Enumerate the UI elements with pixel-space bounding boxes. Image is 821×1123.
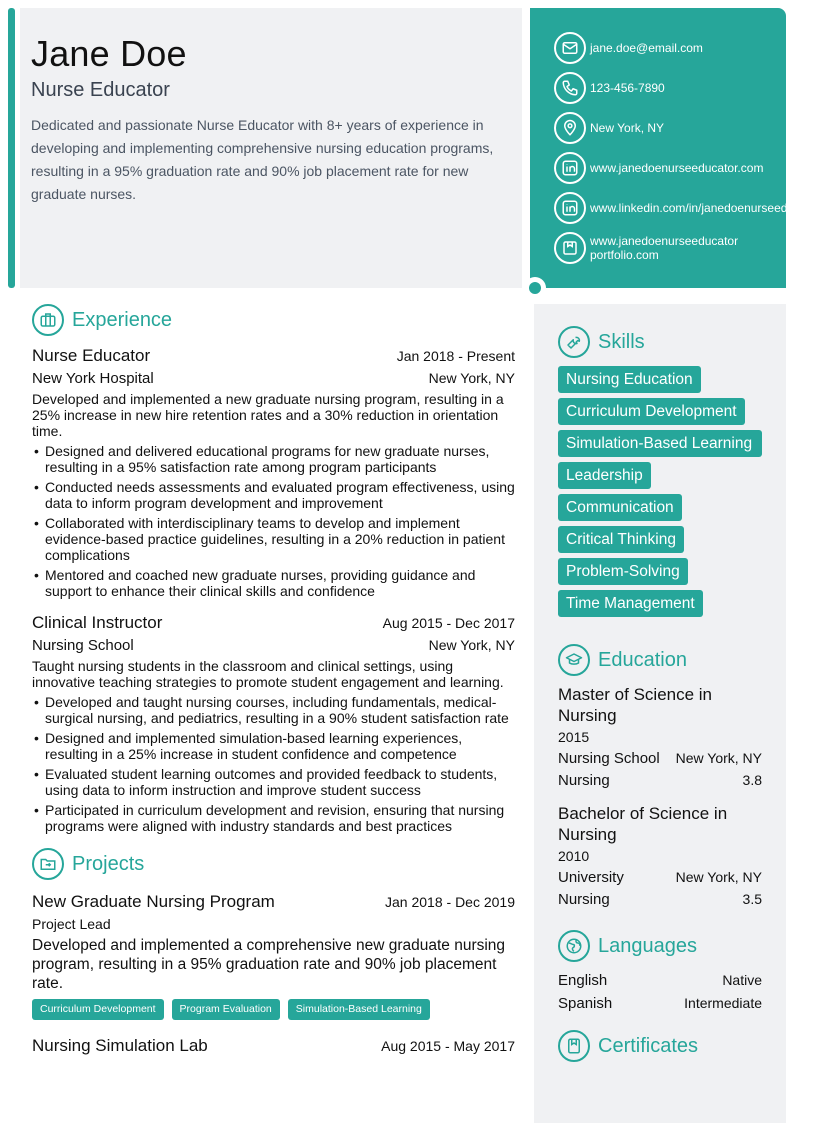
sidebar: [534, 304, 786, 1123]
mail-icon: [554, 32, 586, 64]
job-role: Nurse Educator: [32, 346, 151, 365]
edu-degree: Master of Science in Nursing: [558, 685, 713, 725]
location-text: New York, NY: [590, 121, 665, 135]
job-bullet: • Participated in curriculum development and revision, ensuring that nursing programs were aligned with industry standards and best practices: [32, 802, 515, 834]
job-bullet: • Mentored and coached new graduate nurses, providing guidance and support to enhance their clinical skills and confidence: [32, 567, 515, 599]
project-dates: Jan 2018 - Dec 2019: [385, 894, 515, 910]
language-name: Spanish: [558, 995, 613, 1012]
job-location: New York, NY: [428, 637, 515, 653]
project-dates: Aug 2015 - May 2017: [381, 1038, 515, 1054]
email-text: jane.doe@email.com: [590, 41, 703, 55]
portfolio-icon: [554, 232, 586, 264]
edu-field: Nursing: [558, 891, 610, 908]
project-title: Nursing Simulation Lab: [32, 1036, 208, 1055]
project-title: New Graduate Nursing Program: [32, 892, 275, 911]
language-row: [558, 995, 762, 1012]
wrench-icon: [558, 326, 590, 358]
job-entry: [32, 346, 515, 599]
edu-field: Nursing: [558, 772, 610, 789]
portfolio-text: www.janedoenurseeducator portfolio.com: [590, 234, 739, 262]
skill-badge: Leadership: [558, 462, 651, 489]
job-description: Taught nursing students in the classroom and clinical settings, using innovative teaching strategies to promote student engagement and learning.: [32, 658, 504, 690]
edu-degree: Bachelor of Science in Nursing: [558, 804, 728, 844]
job-company: Nursing School: [32, 637, 134, 654]
edu-gpa: 3.5: [742, 891, 762, 907]
edu-year: 2010: [558, 848, 590, 864]
certificates-heading: [558, 1030, 762, 1062]
edu-location: New York, NY: [675, 750, 762, 766]
main-column: [32, 304, 515, 1056]
language-level: Native: [722, 972, 762, 988]
job-bullet: • Developed and taught nursing courses, including fundamentals, medical-surgical nursing, and pediatrics, resulting in a 90% student satisfaction rate: [32, 694, 515, 726]
job-bullet: • Evaluated student learning outcomes and provided feedback to students, using data to inform instruction and improve student success: [32, 766, 515, 798]
job-dates: Aug 2015 - Dec 2017: [382, 615, 515, 631]
languages-heading: [558, 930, 762, 962]
experience-heading: [32, 304, 515, 336]
linkedin-icon: [554, 192, 586, 224]
decorative-dot: [529, 282, 541, 294]
education-entry: [558, 684, 762, 789]
linkedin-text: www.linkedin.com/in/janedoenurseeducator: [590, 201, 821, 215]
contact-panel: [530, 8, 821, 288]
project-tag: Program Evaluation: [172, 999, 280, 1020]
candidate-name: Jane Doe: [31, 33, 187, 74]
project-tag: Simulation-Based Learning: [288, 999, 430, 1020]
job-entry: [32, 613, 515, 834]
language-level: Intermediate: [684, 995, 762, 1011]
edu-gpa: 3.8: [742, 772, 762, 788]
edu-location: New York, NY: [675, 869, 762, 885]
skills-list: [558, 366, 762, 622]
accent-bar: [8, 8, 15, 288]
contact-location: [554, 112, 786, 144]
summary: Dedicated and passionate Nurse Educator with 8+ years of experience in developing and implementing comprehensive nursing education programs, resulting in a 95% graduation rate and 90% job placement rate for new graduate nurses.: [31, 117, 494, 202]
education-title: Education: [598, 648, 687, 671]
edu-year: 2015: [558, 729, 590, 745]
projects-heading: [32, 848, 515, 880]
job-bullets: [32, 443, 515, 599]
job-bullet: • Designed and delivered educational programs for new graduate nurses, resulting in a 95% satisfaction rate among program participants: [32, 443, 515, 475]
skills-heading: [558, 326, 762, 358]
candidate-title: Nurse Educator: [31, 79, 170, 101]
skill-badge: Curriculum Development: [558, 398, 745, 425]
projects-title: Projects: [72, 852, 145, 875]
location-pin-icon: [554, 112, 586, 144]
project-description: Developed and implemented a comprehensive new graduate nursing program, resulting in a 95% graduation rate and 90% job placement rate.: [32, 937, 506, 992]
skill-badge: Simulation-Based Learning: [558, 430, 762, 457]
contact-linkedin[interactable]: [554, 192, 821, 224]
language-row: [558, 972, 762, 989]
education-entry: [558, 803, 762, 908]
project-role: Project Lead: [32, 916, 111, 932]
project-tags: [32, 999, 515, 1020]
briefcase-icon: [32, 304, 64, 336]
contact-phone[interactable]: [554, 72, 786, 104]
graduation-cap-icon: [558, 644, 590, 676]
project-entry: [32, 892, 515, 1020]
project-entry: [32, 1036, 515, 1056]
skill-badge: Problem-Solving: [558, 558, 688, 585]
skills-title: Skills: [598, 330, 645, 353]
linkedin-icon: [554, 152, 586, 184]
contact-website[interactable]: [554, 152, 786, 184]
skill-badge: Nursing Education: [558, 366, 701, 393]
job-bullet: • Designed and implemented simulation-based learning experiences, resulting in a 25% increase in student confidence and competence: [32, 730, 515, 762]
globe-icon: [558, 930, 590, 962]
skill-badge: Time Management: [558, 590, 703, 617]
job-description: Developed and implemented a new graduate nursing program, resulting in a 25% increase in new hire retention rates and a 30% reduction in orientation time.: [32, 391, 504, 439]
job-bullets: [32, 694, 515, 834]
contact-portfolio[interactable]: [554, 232, 786, 264]
phone-icon: [554, 72, 586, 104]
job-bullet: • Collaborated with interdisciplinary teams to develop and implement evidence-based practice guidelines, resulting in a 20% reduction in patient complications: [32, 515, 515, 563]
job-role: Clinical Instructor: [32, 613, 163, 632]
education-heading: [558, 644, 762, 676]
folder-icon: [32, 848, 64, 880]
skill-badge: Communication: [558, 494, 682, 521]
website-text: www.janedoenurseeducator.com: [590, 161, 764, 175]
project-tag: Curriculum Development: [32, 999, 164, 1020]
job-bullet: • Conducted needs assessments and evaluated program effectiveness, using data to inform program development and improvement: [32, 479, 515, 511]
edu-institution: University: [558, 869, 624, 886]
job-dates: Jan 2018 - Present: [396, 348, 515, 364]
language-name: English: [558, 972, 608, 989]
certificate-icon: [558, 1030, 590, 1062]
skill-badge: Critical Thinking: [558, 526, 684, 553]
contact-email[interactable]: [554, 32, 786, 64]
certificates-title: Certificates: [598, 1034, 699, 1057]
job-company: New York Hospital: [32, 370, 154, 387]
edu-institution: Nursing School: [558, 750, 660, 767]
header: [20, 8, 522, 288]
experience-title: Experience: [72, 308, 173, 331]
job-location: New York, NY: [428, 370, 515, 386]
phone-text: 123-456-7890: [590, 81, 665, 95]
languages-title: Languages: [598, 934, 697, 957]
